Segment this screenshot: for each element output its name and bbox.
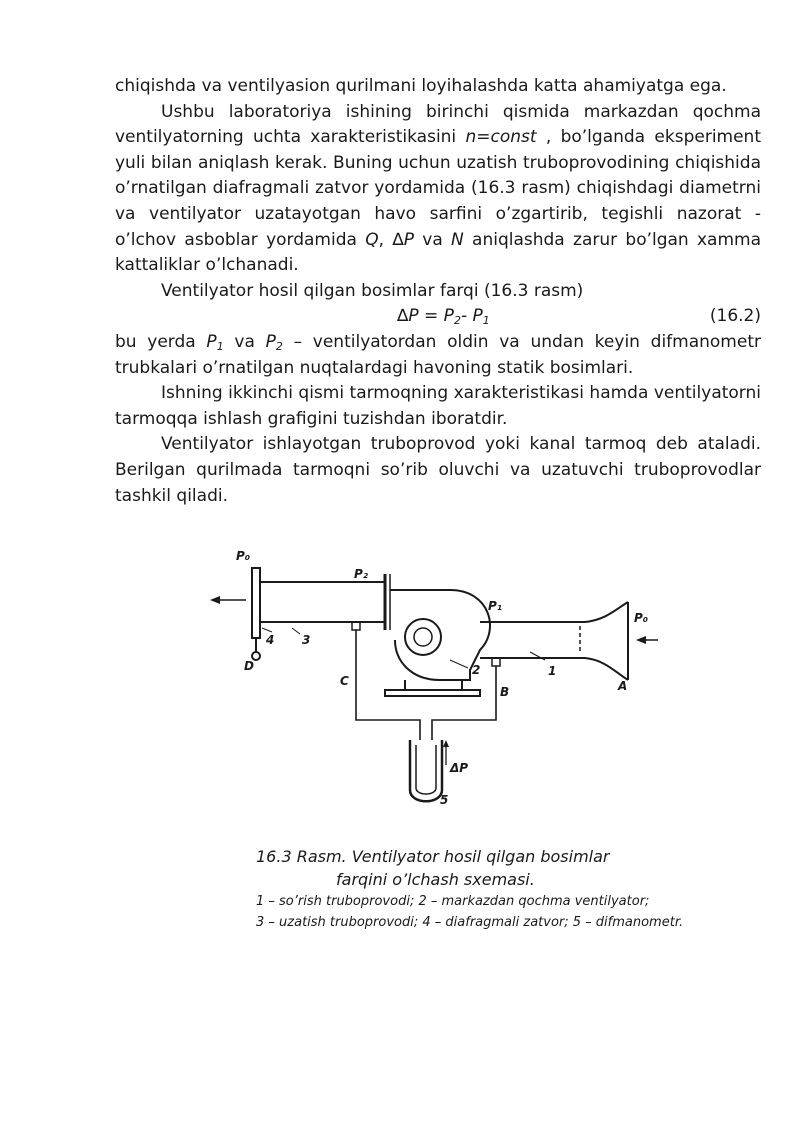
label-p0-left: P₀ xyxy=(236,549,251,563)
label-2: 2 xyxy=(472,663,481,677)
caption-line-1: 16.3 Rasm. Ventilyator hosil qilgan bosimlar xyxy=(256,847,610,866)
p2-text-e: , ∆ xyxy=(378,229,404,250)
fan-pressure-diagram xyxy=(200,540,670,830)
tap-p2 xyxy=(352,622,360,630)
tap-p1 xyxy=(492,658,500,666)
inlet-bell-top xyxy=(585,602,628,622)
tube-c xyxy=(356,630,420,740)
label-4: 4 xyxy=(266,633,275,647)
paragraph-5: Ishning ikkinchi qismi tarmoqning xarakteristikasi hamda ventilyatorni tarmoqqa ishlash grafigini tuzishdan iboratdir. xyxy=(115,383,761,429)
label-1: 1 xyxy=(548,664,557,678)
p2-text-i: aniqlashda zarur bo’lgan xamma kattaliklar o’lchanadi. xyxy=(115,229,762,276)
p2-n: N xyxy=(451,229,464,250)
caption-legend-1: 1 – so’rish truboprovodi; 2 – markazdan qochma ventilyator; xyxy=(256,894,650,909)
formula-expression xyxy=(397,304,490,330)
p4-p2-sub: 2 xyxy=(275,339,283,353)
p4-text-e: – ventilyatordan oldin va undan keyin difmanometr trubkalari o’rnatilgan nuqtalardagi havoning statik bosimlari. xyxy=(115,331,761,378)
inlet-arrowhead xyxy=(636,636,646,644)
formula-sub-2: 2 xyxy=(453,314,461,328)
label-p2: P₂ xyxy=(354,567,369,581)
leader-3 xyxy=(292,628,300,634)
fan-hub xyxy=(414,628,432,646)
p2-text-a: Ushbu laboratoriya ishining birinchi qismida markazdan qochma ventilyatorning uchta xarakteristikasini xyxy=(115,101,761,148)
p4-p1 xyxy=(206,332,223,352)
p2-const: n=const xyxy=(465,127,537,148)
label-b: B xyxy=(500,685,510,699)
paragraph-4 xyxy=(115,330,761,381)
label-5: 5 xyxy=(440,793,449,807)
tube-b xyxy=(432,666,496,740)
formula-part-a: ∆P = P xyxy=(397,306,454,327)
leader-2 xyxy=(450,660,468,668)
fan-base xyxy=(385,690,480,696)
p4-p1-sub: 1 xyxy=(216,339,224,353)
leader-4 xyxy=(262,628,272,632)
paragraph-3: Ventilyator hosil qilgan bosimlar farqi (16.3 rasm) xyxy=(161,280,584,301)
paragraph-2 xyxy=(115,100,761,279)
label-d: D xyxy=(244,659,254,673)
p2-q: Q xyxy=(365,229,379,250)
paragraph-6: Ventilyator ishlayotgan truboprovod yoki kanal tarmoq deb ataladi. Berilgan qurilmada tarmoqni so’rib oluvchi va uzatuvchi truboprovodlar tashkil qiladi. xyxy=(115,434,761,506)
p2-p: P xyxy=(403,229,414,250)
equation-number: (16.2) xyxy=(709,306,761,327)
formula-sub-1: 1 xyxy=(482,314,490,328)
formula-16-2 xyxy=(115,304,761,330)
label-c: C xyxy=(340,674,349,688)
diagram-svg xyxy=(200,540,670,830)
label-dp: ΔP xyxy=(450,761,469,775)
manometer-u-tube xyxy=(410,740,442,801)
p4-text-c: va xyxy=(223,331,266,352)
p2-text-c: , bo’lganda eksperiment yuli bilan aniqlash kerak. Buning uchun uzatish truboprovodining chiqishida o’rnatilgan diafragmali zatvor yordamida (16.3 rasm) chiqishdagi diametrni va ventilyator uzatayotgan havo sarfini o’zgartirib, tegishli nazorat - o’lchov asboblar yordamida xyxy=(115,127,761,250)
p4-p1-letter: P xyxy=(206,331,217,352)
figure-caption xyxy=(256,845,776,933)
paragraph-1: chiqishda va ventilyasion qurilmani loyihalashda katta ahamiyatga ega. xyxy=(115,76,727,96)
fan-impeller xyxy=(405,619,441,655)
dp-arrowhead-up xyxy=(443,740,449,747)
diaphragm-valve xyxy=(252,568,260,638)
caption-legend-2: 3 – uzatish truboprovodi; 4 – diafragmali zatvor; 5 – difmanometr. xyxy=(256,915,684,930)
label-3: 3 xyxy=(302,633,311,647)
label-p0-right: P₀ xyxy=(634,611,649,625)
caption-line-2: farqini o’lchash sxemasi. xyxy=(336,870,535,889)
p2-text-g: va xyxy=(413,229,452,250)
manometer-inner xyxy=(416,745,436,794)
outlet-arrowhead xyxy=(210,596,220,604)
label-a: A xyxy=(618,679,628,693)
page-body xyxy=(115,74,761,509)
p4-p2 xyxy=(266,332,283,352)
formula-part-b: - P xyxy=(460,306,483,327)
label-p1: P₁ xyxy=(488,599,503,613)
inlet-bell-bottom xyxy=(585,658,628,680)
p4-text-a: bu yerda xyxy=(115,331,207,352)
p4-p2-letter: P xyxy=(265,331,276,352)
